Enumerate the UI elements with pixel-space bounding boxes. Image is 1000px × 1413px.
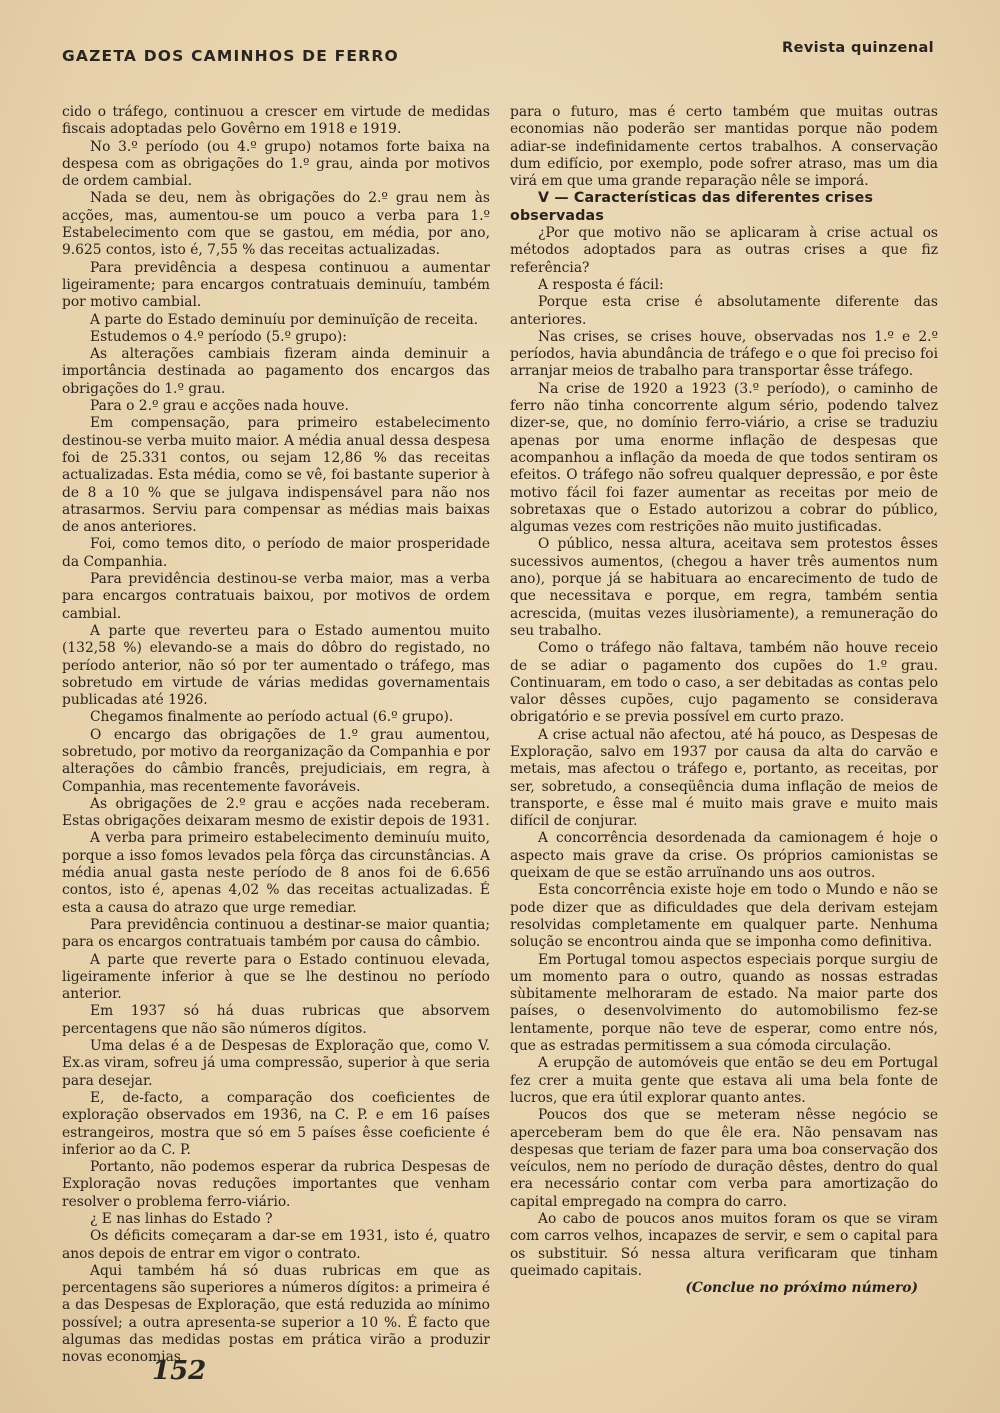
- paragraph: Para previdência a despesa continuou a aumentar ligeiramente; para encargos contratuais deminuíu, também por motivo cambial.: [62, 259, 490, 311]
- paragraph: A concorrência desordenada da camionagem é hoje o aspecto mais grave da crise. Os próprios camionistas se queixam de que se estão arruïnando uns aos outros.: [510, 830, 938, 882]
- paragraph: para o futuro, mas é certo também que muitas outras economias não poderão ser mantidas porque não podem adiar-se indefinidamente certos trabalhos. A conservação dum edifício, por exemplo, pode sofrer atraso, mas um dia virá em que uma grande reparação nêle se imporá.: [510, 104, 938, 190]
- right-column: [510, 104, 938, 1297]
- paragraph: Portanto, não podemos esperar da rubrica Despesas de Exploração novas reduções importantes que venham resolver o problema ferro-viário.: [62, 1159, 490, 1210]
- paragraph: Nas crises, se crises houve, observadas nos 1.º e 2.º períodos, havia abundância de tráfego e o que foi preciso foi arranjar meios de trabalho para transportar êsse tráfego.: [510, 328, 938, 380]
- paragraph: Esta concorrência existe hoje em todo o Mundo e não se pode dizer que as dificuldades que dela derivam estejam resolvidas completamente em qualquer parte. Nenhuma solução se encontrou ainda que se imponha como definitiva.: [510, 882, 938, 951]
- paragraph: Para previdência destinou-se verba maior, mas a verba para encargos contratuais baixou, por motivos de ordem cambial.: [62, 571, 490, 622]
- paragraph: A parte que reverte para o Estado continuou elevada, ligeiramente inferior à que se lhe destinou no período anterior.: [62, 951, 490, 1003]
- paragraph: cido o tráfego, continuou a crescer em virtude de medidas fiscais adoptadas pelo Govêrno em 1918 e 1919.: [62, 104, 490, 138]
- paragraph: A resposta é fácil:: [538, 276, 664, 293]
- paragraph: Em Portugal tomou aspectos especiais porque surgiu de um momento para o outro, quando as nossas estradas sùbitamente melhoraram de estado. Na maior parte dos países, o desenvolvimento do automobilismo fez-se lentamente, porque não teve de esperar, como entre nós, que as estradas permitissem a sua cómoda circulação.: [510, 951, 938, 1055]
- publication-title: GAZETA DOS CAMINHOS DE FERRO: [62, 47, 399, 65]
- paragraph: Chegamos finalmente ao período actual (6.º grupo).: [90, 709, 454, 726]
- continuation-note: (Conclue no próximo número): [685, 1280, 918, 1297]
- paragraph: Ao cabo de poucos anos muitos foram os que se viram com carros velhos, incapazes de servir, e sem o capital para os substituir. Só nessa altura verificaram que tinham queimado capitais.: [510, 1211, 938, 1279]
- page-number: 152: [152, 1356, 207, 1386]
- paragraph: Os déficits começaram a dar-se em 1931, isto é, quatro anos depois de entrar em vigor o contrato.: [62, 1228, 490, 1262]
- paragraph: A verba para primeiro estabelecimento deminuíu muito, porque a isso fomos levados pela fôrça das circunstâncias. A média anual gasta neste período de 8 anos foi de 6.656 contos, isto é, apenas 4,02 % das receitas actualizadas. É esta a causa do atrazo que urge remediar.: [62, 830, 490, 916]
- paragraph: Foi, como temos dito, o período de maior prosperidade da Companhia.: [62, 536, 490, 570]
- paragraph: Para o 2.º grau e acções nada houve.: [90, 398, 349, 415]
- paragraph: Aqui também há só duas rubricas em que as percentagens são superiores a números dígitos: a primeira é a das Despesas de Exploração, que está reduzida ao mínimo possível; a outra apresenta-se superior a 10 %. É facto que algumas das medidas postas em prática virão a produzir novas economias: [62, 1262, 490, 1366]
- paragraph: As obrigações de 2.º grau e acções nada receberam. Estas obrigações deixaram mesmo de existir depois de 1931.: [62, 795, 490, 830]
- paragraph: A parte que reverteu para o Estado aumentou muito (132,58 %) elevando-se a mais do dôbro do registado, no período anterior, não só por ter aumentado o tráfego, mas sobretudo em virtude de várias medidas governamentais publicadas até 1926.: [62, 622, 490, 709]
- paragraph: Nada se deu, nem às obrigações do 2.º grau nem às acções, mas, aumentou-se um pouco a verba para 1.º Estabelecimento com que se gastou, em média, por ano, 9.625 contos, isto é, 7,55 % das receitas actualizadas.: [62, 190, 490, 259]
- paragraph: Estudemos o 4.º período (5.º grupo):: [90, 328, 347, 345]
- paragraph: Uma delas é a de Despesas de Exploração que, como V. Ex.as viram, sofreu já uma compressão, superior à que seria para desejar.: [62, 1038, 490, 1089]
- paragraph: ¿Por que motivo não se aplicaram à crise actual os métodos adoptados para as outras crises a que fiz referência?: [510, 225, 938, 276]
- paragraph: O público, nessa altura, aceitava sem protestos êsses sucessivos aumentos, (chegou a haver três aumentos num ano), porque já se habituara ao encarecimento de tudo de que necessitava e porque, em regra, também sentia acrescida, (muitas vezes ilusòriamente), a remuneração do seu trabalho.: [510, 536, 938, 639]
- paragraph: A erupção de automóveis que então se deu em Portugal fez crer a muita gente que estava ali uma bela fonte de lucros, que era útil explorar quanto antes.: [510, 1055, 938, 1106]
- left-column: [62, 104, 490, 1367]
- paragraph: Como o tráfego não faltava, também não houve receio de se adiar o pagamento dos cupões do 1.º grau. Continuaram, em todo o caso, a ser debitadas as contas pelo valor dêsses cupões, cujo pagamento se considerava obrigatório e se previa possível em curto prazo.: [510, 640, 938, 726]
- section-heading: V — Características das diferentes crises observadas: [510, 190, 874, 224]
- publication-subtitle: Revista quinzenal: [782, 40, 934, 56]
- paragraph: Em compensação, para primeiro estabelecimento destinou-se verba muito maior. A média anual dessa despesa foi de 25.331 contos, ou sejam 12,86 % das receitas actualizadas. Esta média, como se vê, foi bastante superior à de 8 a 10 % que se julgava indispensável para não nos atrasarmos. Serviu para compensar as médias mais baixas de anos anteriores.: [62, 415, 490, 536]
- paragraph: Na crise de 1920 a 1923 (3.º período), o caminho de ferro não tinha concorrente algum sério, podendo talvez dizer-se, que, no domínio ferro-viário, a crise se traduziu apenas por uma enorme inflação de despesas que acompanhou a inflação da moeda de que todos sentiram os efeitos. O tráfego não sofreu qualquer depressão, e por êste motivo fácil foi fazer aumentar as receitas por meio de sobretaxas que o Estado autorizou a cobrar do público, algumas vezes com restrições não muito justificadas.: [510, 380, 938, 536]
- paragraph: E, de-facto, a comparação dos coeficientes de exploração observados em 1936, na C. P. e em 16 países estrangeiros, mostra que só em 5 países êsse coeficiente é inferior ao da C. P.: [62, 1089, 490, 1158]
- paragraph: Para previdência continuou a destinar-se maior quantia; para os encargos contratuais também por causa do câmbio.: [62, 916, 490, 951]
- paragraph: No 3.º período (ou 4.º grupo) notamos forte baixa na despesa com as obrigações do 1.º grau, ainda por motivos de ordem cambial.: [62, 138, 490, 190]
- paragraph: As alterações cambiais fizeram ainda deminuir a importância destinada ao pagamento dos encargos das obrigações do 1.º grau.: [62, 346, 490, 397]
- paragraph: Poucos dos que se meteram nêsse negócio se aperceberam bem do que êle era. Não pensavam nas despesas que teriam de fazer para uma boa conservação dos veículos, nem no período de duração dêstes, dentro do qual era necessário contar com verba para amortização do capital empregado na compra do carro.: [510, 1107, 938, 1210]
- paragraph: A parte do Estado deminuíu por deminuïção de receita.: [90, 311, 479, 328]
- paragraph: ¿ E nas linhas do Estado ?: [90, 1211, 273, 1227]
- paragraph: Em 1937 só há duas rubricas que absorvem percentagens que não são números dígitos.: [62, 1003, 490, 1037]
- paragraph: A crise actual não afectou, até há pouco, as Despesas de Exploração, salvo em 1937 por causa da alta do carvão e metais, mas afectou o tráfego e, portanto, as receitas, por ser, sobretudo, a conseqüência duma inflação de meios de transporte, e êsse mal é muito mais grave e muito mais difícil de conjurar.: [510, 726, 938, 830]
- paragraph: Porque esta crise é absolutamente diferente das anteriores.: [510, 294, 938, 328]
- paragraph: O encargo das obrigações de 1.º grau aumentou, sobretudo, por motivo da reorganização da Companhia e por alterações do câmbio francês, prejudiciais, em regra, à Companhia, mas recentemente favoráveis.: [62, 726, 490, 795]
